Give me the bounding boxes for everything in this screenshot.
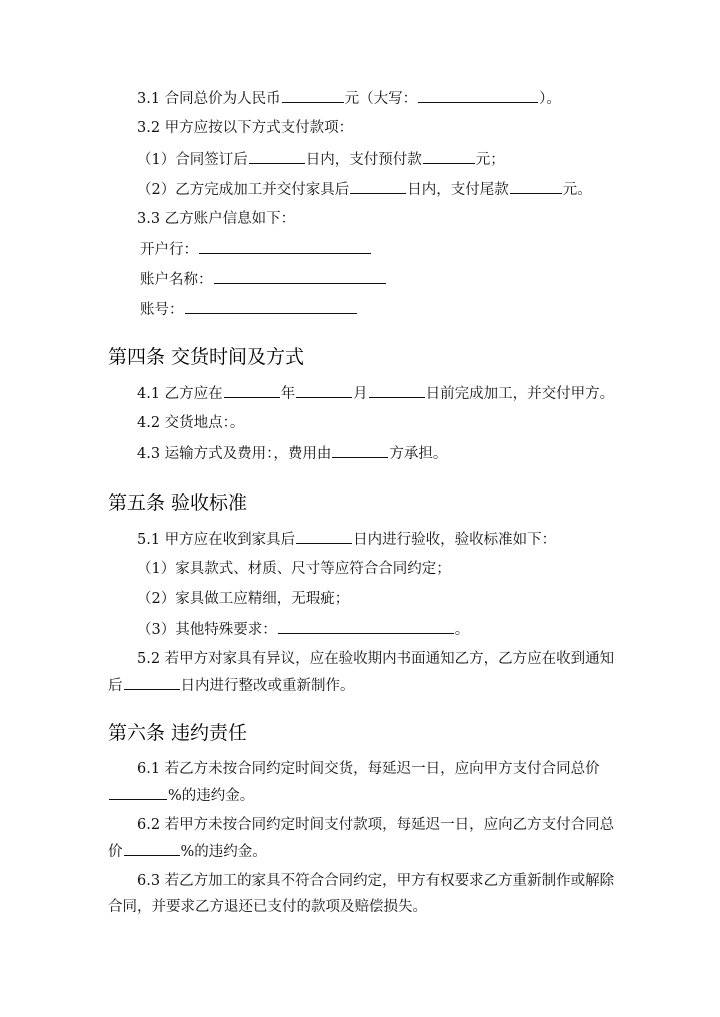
item-1-text-c: 元； [475, 152, 505, 168]
clause-5-1-item-3-text-a: （3）其他特殊要求： [137, 622, 277, 638]
clause-5-2-line-1 [137, 649, 614, 669]
clause-4-1-text-d: 日前完成加工，并交付甲方。 [425, 386, 615, 402]
bank-label: 开户行： [140, 242, 198, 258]
clause-3-2 [137, 118, 353, 138]
item-2-text-a: （2）乙方完成加工并交付家具后 [137, 182, 350, 198]
clause-5-1-item-2-text: （2）家具做工应精细，无瑕疵； [137, 591, 350, 607]
clause-3-1-text-c: ）。 [539, 91, 561, 107]
clause-6-1-line-2 [108, 785, 254, 805]
clause-6-3-text-b: 合同，并要求乙方退还已支付的款项及赔偿损失。 [108, 899, 427, 915]
heading-article-6: 第六条 违约责任 [108, 722, 248, 744]
clause-4-3 [137, 443, 447, 463]
advance-amount-blank[interactable] [423, 149, 475, 164]
clause-6-2-text-b: 价 [108, 844, 123, 860]
item-1-text-b: 日内，支付预付款 [305, 152, 422, 168]
total-price-blank[interactable] [282, 88, 344, 103]
delivery-year-blank[interactable] [224, 383, 280, 398]
delivery-month-blank[interactable] [296, 383, 352, 398]
account-name-label: 账户名称： [140, 272, 213, 288]
clause-3-2-text: 3.2 甲方应按以下方式支付款项： [137, 120, 354, 136]
clause-6-3-text-a: 6.3 若乙方加工的家具不符合合同约定，甲方有权要求乙方重新制作或解除 [137, 873, 615, 889]
account-name-blank[interactable] [214, 269, 386, 284]
late-payment-rate-blank[interactable] [124, 841, 180, 856]
clause-4-2 [137, 413, 244, 433]
bank-blank[interactable] [199, 239, 371, 254]
item-1-text-a: （1）合同签订后 [137, 152, 248, 168]
clause-6-1-text-a: 6.1 若乙方未按合同约定时间交货，每延迟一日，应向甲方支付合同总价 [137, 761, 600, 777]
clause-6-3-line-2 [108, 897, 427, 917]
clause-5-2-line-2 [108, 675, 355, 695]
inspection-days-blank[interactable] [296, 529, 352, 544]
final-amount-blank[interactable] [510, 179, 562, 194]
account-number-label: 账号： [140, 302, 184, 318]
account-name-line [140, 269, 387, 289]
clause-6-3-line-1 [137, 871, 614, 891]
clause-5-1-item-2 [137, 589, 349, 609]
item-2-text-c: 元。 [562, 182, 592, 198]
clause-6-2-line-2 [108, 841, 267, 861]
account-number-blank[interactable] [185, 299, 357, 314]
clause-4-1 [137, 383, 614, 403]
bank-line [140, 239, 372, 259]
clause-5-2-text-b: 后 [108, 678, 123, 694]
total-price-words-blank[interactable] [418, 88, 538, 103]
clause-3-3-text: 3.3 乙方账户信息如下： [137, 211, 296, 227]
rectify-days-blank[interactable] [124, 675, 180, 690]
account-number-line [140, 299, 358, 319]
final-days-blank[interactable] [350, 179, 406, 194]
freight-party-blank[interactable] [332, 443, 388, 458]
clause-5-1-item-1 [137, 559, 451, 579]
clause-4-1-text-a: 4.1 乙方应在 [137, 386, 223, 402]
clause-5-1-text-b: 日内进行验收，验收标准如下： [353, 532, 557, 548]
advance-days-blank[interactable] [249, 149, 305, 164]
clause-5-1 [137, 529, 556, 549]
clause-6-2-text-c: %的违约金。 [180, 844, 267, 860]
clause-5-1-text-a: 5.1 甲方应在收到家具后 [137, 532, 296, 548]
clause-3-2-item-1 [137, 149, 505, 169]
clause-4-2-text: 4.2 交货地点：。 [137, 415, 245, 431]
clause-5-2-text-c: 日内进行整改或重新制作。 [180, 678, 355, 694]
clause-5-1-item-3-text-b: 。 [454, 622, 470, 638]
heading-article-4: 第四条 交货时间及方式 [108, 346, 305, 368]
clause-6-1-line-1 [137, 759, 600, 779]
clause-3-1-text-b: 元（大写： [344, 91, 418, 107]
clause-6-2-line-1 [137, 815, 614, 835]
clause-6-2-text-a: 6.2 若甲方未按合同约定时间支付款项，每延迟一日，应向乙方支付合同总 [137, 817, 615, 833]
special-requirements-blank[interactable] [278, 619, 454, 634]
clause-6-1-text-b: %的违约金。 [168, 788, 255, 804]
late-delivery-rate-blank[interactable] [109, 785, 167, 800]
delivery-day-blank[interactable] [369, 383, 425, 398]
clause-4-1-text-b: 年 [280, 386, 296, 402]
clause-5-1-item-3 [137, 619, 469, 639]
heading-article-5: 第五条 验收标准 [108, 492, 248, 514]
clause-5-2-text-a: 5.2 若甲方对家具有异议，应在验收期内书面通知乙方，乙方应在收到通知 [137, 651, 615, 667]
clause-3-1-text-a: 3.1 合同总价为人民币 [137, 91, 281, 107]
clause-5-1-item-1-text: （1）家具款式、材质、尺寸等应符合合同约定； [137, 561, 451, 577]
item-2-text-b: 日内，支付尾款 [407, 182, 509, 198]
clause-3-2-item-2 [137, 179, 592, 199]
clause-3-1 [137, 88, 561, 108]
clause-3-3 [137, 209, 295, 229]
clause-4-3-text-b: 方承担。 [389, 446, 448, 462]
clause-4-3-text-a: 4.3 运输方式及费用：，费用由 [137, 446, 332, 462]
clause-4-1-text-c: 月 [353, 386, 368, 402]
